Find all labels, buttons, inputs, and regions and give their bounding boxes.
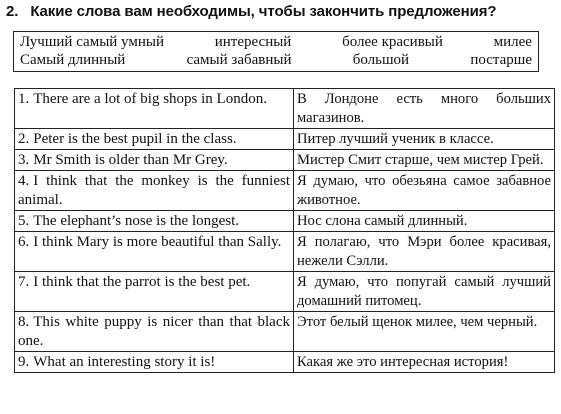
table-row xyxy=(15,352,555,373)
english-sentence: Peter is the best pupil in the class. xyxy=(33,131,237,147)
russian-translation: Мистер Смит старше, чем мистер Грей. xyxy=(297,152,544,168)
word-box xyxy=(13,31,539,72)
table-row xyxy=(15,232,555,272)
table-row xyxy=(15,171,555,211)
russian-translation-cell xyxy=(294,129,555,150)
task-title: Какие слова вам необходимы, чтобы закончить предложения? xyxy=(30,3,497,20)
russian-translation-cell xyxy=(294,150,555,171)
russian-translation: Я думаю, что попугай самый лучший домашний питомец. xyxy=(297,274,551,309)
english-sentence-cell xyxy=(15,312,294,352)
russian-translation: Этот белый щенок милее, чем черный. xyxy=(297,314,538,330)
russian-translation-cell xyxy=(294,272,555,312)
russian-translation: Я думаю, что обезьяна самое забавное животное. xyxy=(297,173,551,208)
english-sentence-cell xyxy=(15,352,294,373)
table-row xyxy=(15,89,555,129)
task-number: 2. xyxy=(6,3,19,20)
english-sentence: This white puppy is nicer than that black one. xyxy=(18,314,290,349)
russian-translation-cell xyxy=(294,232,555,272)
english-sentence: I think Mary is more beautiful than Sally. xyxy=(33,234,282,250)
sentence-number: 7. xyxy=(18,274,30,290)
word-option: интересный xyxy=(214,34,292,50)
word-box-row-1 xyxy=(14,33,538,51)
table-row xyxy=(15,150,555,171)
english-sentence-cell xyxy=(15,171,294,211)
word-option: самый забавный xyxy=(186,52,292,68)
english-sentence: The elephant’s nose is the longest. xyxy=(33,213,240,229)
word-box-row-2 xyxy=(14,51,538,69)
word-option: большой xyxy=(352,52,410,68)
table-row xyxy=(15,211,555,232)
word-option: Самый длинный xyxy=(20,52,126,68)
task-heading xyxy=(6,3,558,20)
sentence-number: 4. xyxy=(18,173,30,189)
russian-translation: Нос слона самый длинный. xyxy=(297,213,468,229)
word-option: Лучший самый умный xyxy=(20,34,164,50)
sentence-number: 5. xyxy=(18,213,30,229)
russian-translation-cell xyxy=(294,352,555,373)
table-row xyxy=(15,312,555,352)
english-sentence: What an interesting story it is! xyxy=(33,354,216,370)
russian-translation-cell xyxy=(294,211,555,232)
sentence-number: 6. xyxy=(18,234,30,250)
sentence-number: 9. xyxy=(18,354,30,370)
english-sentence-cell xyxy=(15,150,294,171)
exercise-table xyxy=(14,88,555,373)
russian-translation-cell xyxy=(294,171,555,211)
word-option: более красивый xyxy=(342,34,443,50)
word-option: милее xyxy=(493,34,532,50)
sentence-number: 3. xyxy=(18,152,30,168)
russian-translation-cell xyxy=(294,89,555,129)
word-option: постарше xyxy=(470,52,532,68)
english-sentence-cell xyxy=(15,89,294,129)
russian-translation-cell xyxy=(294,312,555,352)
english-sentence: I think that the monkey is the funniest animal. xyxy=(18,173,290,208)
english-sentence-cell xyxy=(15,211,294,232)
english-sentence: I think that the parrot is the best pet. xyxy=(33,274,251,290)
english-sentence: Mr Smith is older than Mr Grey. xyxy=(33,152,228,168)
english-sentence-cell xyxy=(15,232,294,272)
russian-translation: Питер лучший ученик в классе. xyxy=(297,131,494,147)
table-row xyxy=(15,272,555,312)
english-sentence: There are a lot of big shops in London. xyxy=(33,91,267,107)
english-sentence-cell xyxy=(15,129,294,150)
russian-translation: В Лондоне есть много больших магазинов. xyxy=(297,91,551,126)
russian-translation: Какая же это интересная история! xyxy=(297,354,509,370)
table-row xyxy=(15,129,555,150)
sentence-number: 2. xyxy=(18,131,30,147)
sentence-number: 8. xyxy=(18,314,30,330)
sentence-number: 1. xyxy=(18,91,30,107)
russian-translation: Я полагаю, что Мэри более красивая, нежели Сэлли. xyxy=(297,234,551,269)
english-sentence-cell xyxy=(15,272,294,312)
